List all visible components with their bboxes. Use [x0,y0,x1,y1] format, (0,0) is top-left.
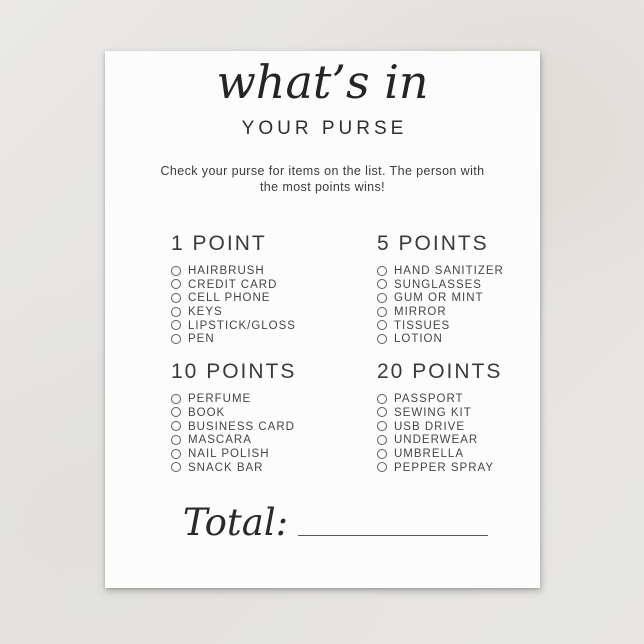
item-list-5-points [377,264,540,346]
instructions-line-2: the most points wins! [259,179,386,194]
total-write-in-line[interactable] [298,535,488,536]
item-label: BUSINESS CARD [188,420,295,433]
item-label: MIRROR [394,306,447,319]
checkbox-circle-icon[interactable] [171,320,181,330]
item-list-20-points [377,392,540,474]
item-list-10-points [171,392,311,474]
checkbox-circle-icon[interactable] [171,449,181,459]
list-item [377,406,540,420]
section-heading-20-points: 20 POINTS [377,359,503,383]
checkbox-circle-icon[interactable] [171,334,181,344]
item-label: LOTION [394,333,443,346]
item-label: LIPSTICK/GLOSS [188,319,296,332]
checkbox-circle-icon[interactable] [171,266,181,276]
list-item [171,264,311,278]
list-item [377,433,540,447]
checkbox-circle-icon[interactable] [171,435,181,445]
list-item [377,277,540,291]
points-grid [105,232,540,475]
item-label: NAIL POLISH [188,448,270,461]
list-item [377,447,540,461]
checkbox-circle-icon[interactable] [171,407,181,417]
item-label: GUM OR MINT [394,292,484,305]
list-item [377,419,540,433]
item-label: HAIRBRUSH [188,265,265,277]
list-item [171,305,311,319]
list-item [171,419,311,433]
section-heading-1-point: 1 POINT [171,231,267,255]
checkbox-circle-icon[interactable] [377,421,387,431]
list-item [171,332,311,346]
instructions-line-1: Check your purse for items on the list. The person with [160,164,485,179]
list-item [171,392,311,406]
item-label: CELL PHONE [188,292,271,305]
list-item [171,406,311,420]
instructions-text [105,164,540,195]
checkbox-circle-icon[interactable] [171,307,181,317]
section-10-points [105,360,311,474]
checkbox-circle-icon[interactable] [377,394,387,404]
list-item [377,460,540,474]
checkbox-circle-icon[interactable] [171,394,181,404]
item-label: MASCARA [188,434,252,447]
item-label: USB DRIVE [394,420,465,433]
item-list-1-point [171,264,311,346]
item-label: UNDERWEAR [394,434,479,447]
list-item [377,332,540,346]
purse-game-card [105,51,540,588]
checkbox-circle-icon[interactable] [377,462,387,472]
item-label: PEN [188,333,215,346]
item-label: PERFUME [188,393,252,406]
card-title-script: what’s in [216,55,429,109]
list-item [377,291,540,305]
section-heading-10-points: 10 POINTS [171,359,297,383]
item-label: HAND SANITIZER [394,265,504,277]
item-label: CREDIT CARD [188,278,278,291]
item-label: PASSPORT [394,393,464,406]
item-label: PEPPER SPRAY [394,461,494,474]
list-item [171,460,311,474]
checkbox-circle-icon[interactable] [377,334,387,344]
checkbox-circle-icon[interactable] [377,407,387,417]
section-1-point [105,232,311,346]
section-20-points [311,360,540,474]
list-item [171,277,311,291]
list-item [377,318,540,332]
card-title-sub: YOUR PURSE [241,118,408,140]
total-row [131,501,540,545]
checkbox-circle-icon[interactable] [377,293,387,303]
total-label: Total: [182,501,289,545]
checkbox-circle-icon[interactable] [377,435,387,445]
checkbox-circle-icon[interactable] [377,307,387,317]
checkbox-circle-icon[interactable] [377,266,387,276]
section-5-points [311,232,540,346]
item-label: KEYS [188,306,223,319]
item-label: SUNGLASSES [394,278,482,291]
item-label: SNACK BAR [188,461,264,474]
section-heading-5-points: 5 POINTS [377,231,489,255]
checkbox-circle-icon[interactable] [171,421,181,431]
item-label: TISSUES [394,319,451,332]
list-item [171,447,311,461]
item-label: SEWING KIT [394,406,472,419]
list-item [171,433,311,447]
item-label: BOOK [188,406,226,419]
checkbox-circle-icon[interactable] [377,279,387,289]
list-item [171,291,311,305]
checkbox-circle-icon[interactable] [171,462,181,472]
list-item [377,392,540,406]
checkbox-circle-icon[interactable] [171,279,181,289]
checkbox-circle-icon[interactable] [377,449,387,459]
list-item [171,318,311,332]
item-label: UMBRELLA [394,448,464,461]
list-item [377,264,540,278]
checkbox-circle-icon[interactable] [171,293,181,303]
checkbox-circle-icon[interactable] [377,320,387,330]
list-item [377,305,540,319]
